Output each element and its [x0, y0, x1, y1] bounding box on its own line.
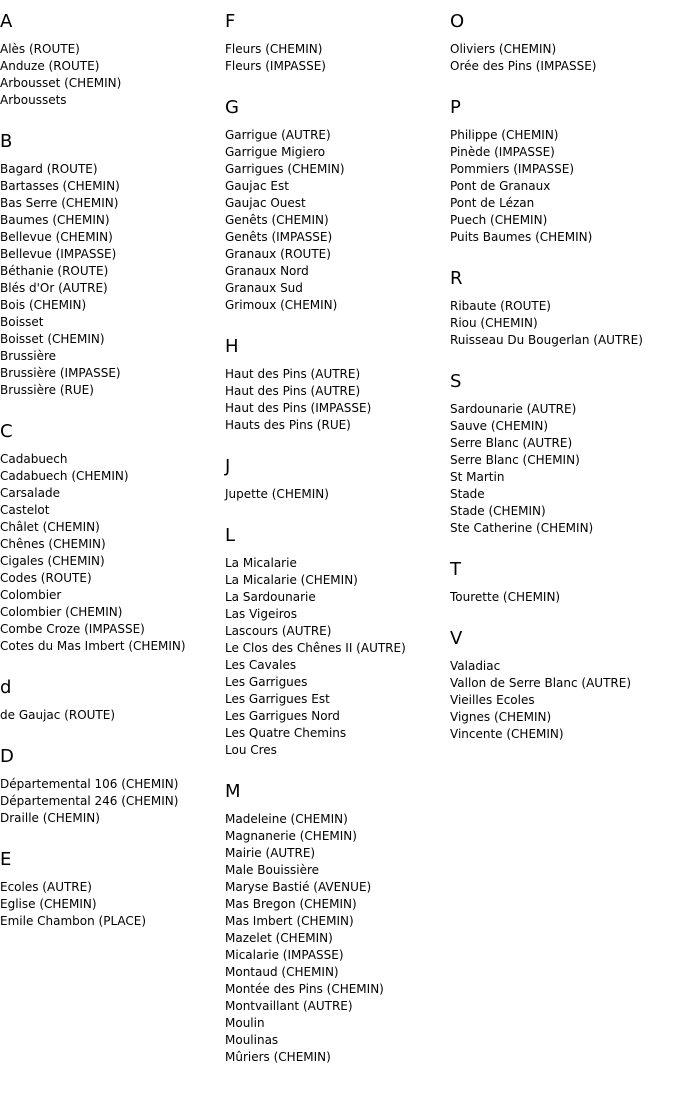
street-item: Haut des Pins (IMPASSE) [225, 401, 372, 415]
street-item: La Sardounarie [225, 590, 316, 604]
street-item: Bois (CHEMIN) [0, 298, 87, 312]
street-item: Gaujac Est [225, 179, 289, 193]
street-list [450, 589, 675, 606]
street-item: Puits Baumes (CHEMIN) [450, 230, 593, 244]
street-item: Vallon de Serre Blanc (AUTRE) [450, 676, 632, 690]
letter-group [0, 131, 225, 399]
street-item: Bagard (ROUTE) [0, 162, 98, 176]
letter-heading: M [225, 781, 241, 802]
street-item: Départemental 246 (CHEMIN) [0, 794, 179, 808]
street-item: Colombier [0, 588, 62, 602]
street-item: Bellevue (CHEMIN) [0, 230, 113, 244]
street-item: Tourette (CHEMIN) [450, 590, 561, 604]
street-item: Cadabuech [0, 452, 68, 466]
letter-group [0, 746, 225, 827]
street-item: Sardounarie (AUTRE) [450, 402, 577, 416]
street-item: Brussière (RUE) [0, 383, 94, 397]
street-item: Magnanerie (CHEMIN) [225, 829, 357, 843]
street-item: Haut des Pins (AUTRE) [225, 367, 361, 381]
letter-group [0, 849, 225, 930]
street-item: Chênes (CHEMIN) [0, 537, 106, 551]
street-list [0, 451, 225, 655]
street-list [0, 879, 225, 930]
street-item: Mas Imbert (CHEMIN) [225, 914, 354, 928]
street-item: La Micalarie [225, 556, 297, 570]
street-item: Riou (CHEMIN) [450, 316, 538, 330]
street-item: Boisset [0, 315, 44, 329]
street-item: Moulin [225, 1016, 265, 1030]
street-item: Les Quatre Chemins [225, 726, 347, 740]
street-item: Cotes du Mas Imbert (CHEMIN) [0, 639, 186, 653]
street-item: Bellevue (IMPASSE) [0, 247, 117, 261]
street-list [225, 811, 450, 1066]
street-list [225, 555, 450, 759]
letter-heading: H [225, 336, 239, 357]
letter-heading: R [450, 268, 463, 289]
street-item: Ste Catherine (CHEMIN) [450, 521, 594, 535]
street-item: Mairie (AUTRE) [225, 846, 316, 860]
street-list [450, 658, 675, 743]
street-item: Montée des Pins (CHEMIN) [225, 982, 384, 996]
street-item: Philippe (CHEMIN) [450, 128, 559, 142]
letter-group [450, 97, 675, 246]
letter-group [225, 525, 450, 759]
letter-heading: d [0, 677, 12, 698]
street-item: Micalarie (IMPASSE) [225, 948, 344, 962]
street-item: Vieilles Ecoles [450, 693, 535, 707]
letter-heading: O [450, 11, 465, 32]
letter-heading: F [225, 11, 236, 32]
index-column-2 [225, 0, 450, 1066]
street-item: Garrigues (CHEMIN) [225, 162, 345, 176]
letter-heading: G [225, 97, 239, 118]
street-item: Maryse Bastié (AVENUE) [225, 880, 372, 894]
street-item: Brussière (IMPASSE) [0, 366, 121, 380]
letter-group [225, 97, 450, 314]
street-item: Genêts (CHEMIN) [225, 213, 329, 227]
street-item: Béthanie (ROUTE) [0, 264, 109, 278]
street-item: Fleurs (CHEMIN) [225, 42, 323, 56]
letter-group [0, 11, 225, 109]
street-item: Codes (ROUTE) [0, 571, 92, 585]
street-list [0, 707, 225, 724]
street-item: Lascours (AUTRE) [225, 624, 332, 638]
street-item: Grimoux (CHEMIN) [225, 298, 338, 312]
letter-group [225, 781, 450, 1066]
letter-group [225, 456, 450, 503]
street-list [225, 127, 450, 314]
street-item: Montaud (CHEMIN) [225, 965, 339, 979]
street-item: Granaux Nord [225, 264, 309, 278]
letter-heading: A [0, 11, 13, 32]
letter-heading: V [450, 628, 463, 649]
street-item: Hauts des Pins (RUE) [225, 418, 351, 432]
street-item: Pont de Granaux [450, 179, 551, 193]
street-item: Serre Blanc (CHEMIN) [450, 453, 580, 467]
street-item: Draille (CHEMIN) [0, 811, 100, 825]
street-item: Sauve (CHEMIN) [450, 419, 549, 433]
letter-heading: T [450, 559, 461, 580]
street-item: Serre Blanc (AUTRE) [450, 436, 573, 450]
street-item: Vignes (CHEMIN) [450, 710, 552, 724]
letter-group [0, 677, 225, 724]
street-item: Genêts (IMPASSE) [225, 230, 333, 244]
street-item: Garrigue (AUTRE) [225, 128, 331, 142]
letter-group [450, 559, 675, 606]
street-list [225, 366, 450, 434]
street-list [0, 161, 225, 399]
street-item: Gaujac Ouest [225, 196, 306, 210]
street-item: Les Garrigues [225, 675, 308, 689]
street-item: Le Clos des Chênes II (AUTRE) [225, 641, 406, 655]
street-item: Las Vigeiros [225, 607, 297, 621]
street-item: Granaux (ROUTE) [225, 247, 331, 261]
street-list [450, 127, 675, 246]
letter-heading: S [450, 371, 462, 392]
letter-group [225, 11, 450, 75]
street-item: Garrigue Migiero [225, 145, 326, 159]
street-item: Cigales (CHEMIN) [0, 554, 105, 568]
street-item: Puech (CHEMIN) [450, 213, 548, 227]
street-item: Bartasses (CHEMIN) [0, 179, 120, 193]
letter-heading: D [0, 746, 14, 767]
street-item: Male Bouissière [225, 863, 320, 877]
street-item: Bas Serre (CHEMIN) [0, 196, 119, 210]
street-item: Emile Chambon (PLACE) [0, 914, 147, 928]
street-item: Fleurs (IMPASSE) [225, 59, 326, 73]
street-item: St Martin [450, 470, 505, 484]
index-column-1 [0, 0, 225, 930]
street-list [225, 486, 450, 503]
street-item: Carsalade [0, 486, 60, 500]
street-item: Les Garrigues Est [225, 692, 330, 706]
letter-heading: B [0, 131, 13, 152]
street-item: Stade [450, 487, 485, 501]
street-item: de Gaujac (ROUTE) [0, 708, 116, 722]
street-list [450, 298, 675, 349]
street-item: Montvaillant (AUTRE) [225, 999, 353, 1013]
street-item: Arbousset (CHEMIN) [0, 76, 122, 90]
letter-heading: L [225, 525, 236, 546]
street-item: Les Cavales [225, 658, 297, 672]
street-item: Colombier (CHEMIN) [0, 605, 123, 619]
street-item: Ruisseau Du Bougerlan (AUTRE) [450, 333, 643, 347]
street-item: Brussière [0, 349, 57, 363]
street-item: Mûriers (CHEMIN) [225, 1050, 331, 1064]
letter-group [450, 268, 675, 349]
street-item: Madeleine (CHEMIN) [225, 812, 348, 826]
street-item: Eglise (CHEMIN) [0, 897, 97, 911]
street-item: Anduze (ROUTE) [0, 59, 100, 73]
street-item: Blés d'Or (AUTRE) [0, 281, 108, 295]
street-item: Mas Bregon (CHEMIN) [225, 897, 357, 911]
street-item: Mazelet (CHEMIN) [225, 931, 333, 945]
street-item: Valadiac [450, 659, 501, 673]
street-item: Pinède (IMPASSE) [450, 145, 555, 159]
street-item: Boisset (CHEMIN) [0, 332, 105, 346]
street-list [450, 41, 675, 75]
street-list [0, 41, 225, 109]
letter-group [450, 628, 675, 743]
letter-heading: P [450, 97, 461, 118]
street-list [0, 776, 225, 827]
street-item: Baumes (CHEMIN) [0, 213, 110, 227]
letter-group [225, 336, 450, 434]
street-item: Châlet (CHEMIN) [0, 520, 100, 534]
street-item: Oliviers (CHEMIN) [450, 42, 557, 56]
street-item: Pommiers (IMPASSE) [450, 162, 574, 176]
street-item: Moulinas [225, 1033, 279, 1047]
street-item: Pont de Lézan [450, 196, 535, 210]
street-item: Alès (ROUTE) [0, 42, 80, 56]
street-item: Lou Cres [225, 743, 277, 757]
street-item: Jupette (CHEMIN) [225, 487, 329, 501]
street-list [225, 41, 450, 75]
street-item: La Micalarie (CHEMIN) [225, 573, 358, 587]
street-list [450, 401, 675, 537]
letter-heading: C [0, 421, 13, 442]
street-item: Orée des Pins (IMPASSE) [450, 59, 597, 73]
street-item: Cadabuech (CHEMIN) [0, 469, 129, 483]
street-item: Combe Croze (IMPASSE) [0, 622, 145, 636]
street-item: Arboussets [0, 93, 67, 107]
street-item: Départemental 106 (CHEMIN) [0, 777, 179, 791]
letter-group [450, 11, 675, 75]
letter-heading: J [225, 456, 231, 477]
street-item: Granaux Sud [225, 281, 303, 295]
street-item: Haut des Pins (AUTRE) [225, 384, 361, 398]
street-item: Castelot [0, 503, 50, 517]
letter-heading: E [0, 849, 12, 870]
letter-group [0, 421, 225, 655]
letter-group [450, 371, 675, 537]
street-item: Ribaute (ROUTE) [450, 299, 551, 313]
street-item: Vincente (CHEMIN) [450, 727, 564, 741]
street-item: Stade (CHEMIN) [450, 504, 546, 518]
street-item: Les Garrigues Nord [225, 709, 340, 723]
index-column-3 [450, 0, 675, 743]
street-item: Ecoles (AUTRE) [0, 880, 92, 894]
